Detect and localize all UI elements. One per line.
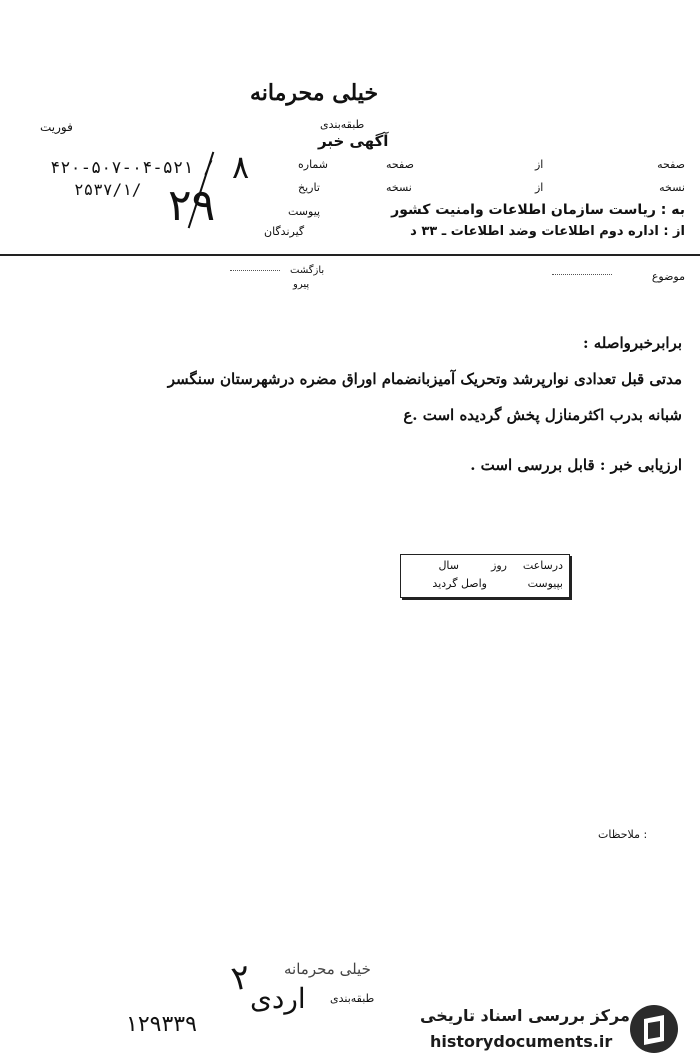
archive-number: ۱۲۹۳۳۹ xyxy=(126,1012,197,1037)
notes-label: ملاحظات : xyxy=(598,828,648,841)
letter-number-handwritten: ۸ xyxy=(232,148,250,186)
date-label: تاریخ xyxy=(298,181,320,194)
receipt-stamp xyxy=(400,554,570,598)
letter-date-handwritten-day: ۲۹ xyxy=(168,180,216,231)
attachment-label: پیوست xyxy=(288,205,321,218)
recipients-label: گیرندگان xyxy=(264,225,305,238)
page-of-label: از xyxy=(535,158,544,171)
stamp-day: روز xyxy=(491,559,507,572)
archive-logo-icon xyxy=(630,1005,678,1053)
letter-date: ۲۵۳۷/۱/ xyxy=(74,180,142,199)
document-type: آگهی خبر xyxy=(318,132,389,150)
priority-label: فوریت xyxy=(40,120,73,134)
footer-classification-label: طبقه‌بندی xyxy=(330,992,375,1005)
body-line-1: برابرخبرواصله : xyxy=(582,334,682,352)
reference-label: بازگشت xyxy=(290,265,325,276)
watermark-url: historydocuments.ir xyxy=(430,1032,613,1051)
classification-handwritten: خیلی محرمانه xyxy=(250,80,379,106)
stamp-year: سال xyxy=(438,559,459,572)
to-line: به : ریاست سازمان اطلاعات وامنیت کشور xyxy=(391,202,685,218)
footer-classification: خیلی محرمانه xyxy=(284,960,371,978)
copy-of-label: از xyxy=(535,181,544,194)
follow-label: پیرو xyxy=(293,279,310,290)
reference-dots xyxy=(230,270,280,271)
body-line-4: ارزیابی خبر : قابل بررسی است . xyxy=(470,456,682,474)
subject-label: موضوع xyxy=(651,270,685,283)
handwritten-signature: ۲ xyxy=(228,956,255,1000)
handwritten-date: اردی xyxy=(250,982,306,1015)
watermark-title: مرکز بررسی اسناد تاریخی xyxy=(420,1006,630,1025)
copy-label: نسخه xyxy=(659,181,685,194)
header-divider xyxy=(0,254,700,256)
page-label-2: صفحه xyxy=(386,158,414,171)
number-label: شماره xyxy=(298,158,329,171)
letter-number: ۴۲۰-۵۰۷-۰۴-۵۲۱ / xyxy=(50,158,214,178)
subject-dots xyxy=(552,274,612,275)
page-label: صفحه xyxy=(657,158,685,171)
copy-label-2: نسخه xyxy=(386,181,412,194)
stamp-hour: درساعت xyxy=(522,559,563,572)
stamp-received: واصل گردید xyxy=(432,577,487,590)
body-line-3: شبانه بدرب اکثرمنازل پخش گردیده است .ع xyxy=(403,406,682,424)
from-line: از : اداره دوم اطلاعات وضد اطلاعات ـ ۳۳ د xyxy=(410,224,685,239)
stamp-attached: بپیوست xyxy=(527,577,563,590)
classification-label: طبقه‌بندی xyxy=(320,118,365,131)
body-line-2: مدتی قبل تعدادی نوارپرشد وتحریک آمیزبانضمام اوراق مضره درشهرستان سنگسر xyxy=(167,370,682,388)
